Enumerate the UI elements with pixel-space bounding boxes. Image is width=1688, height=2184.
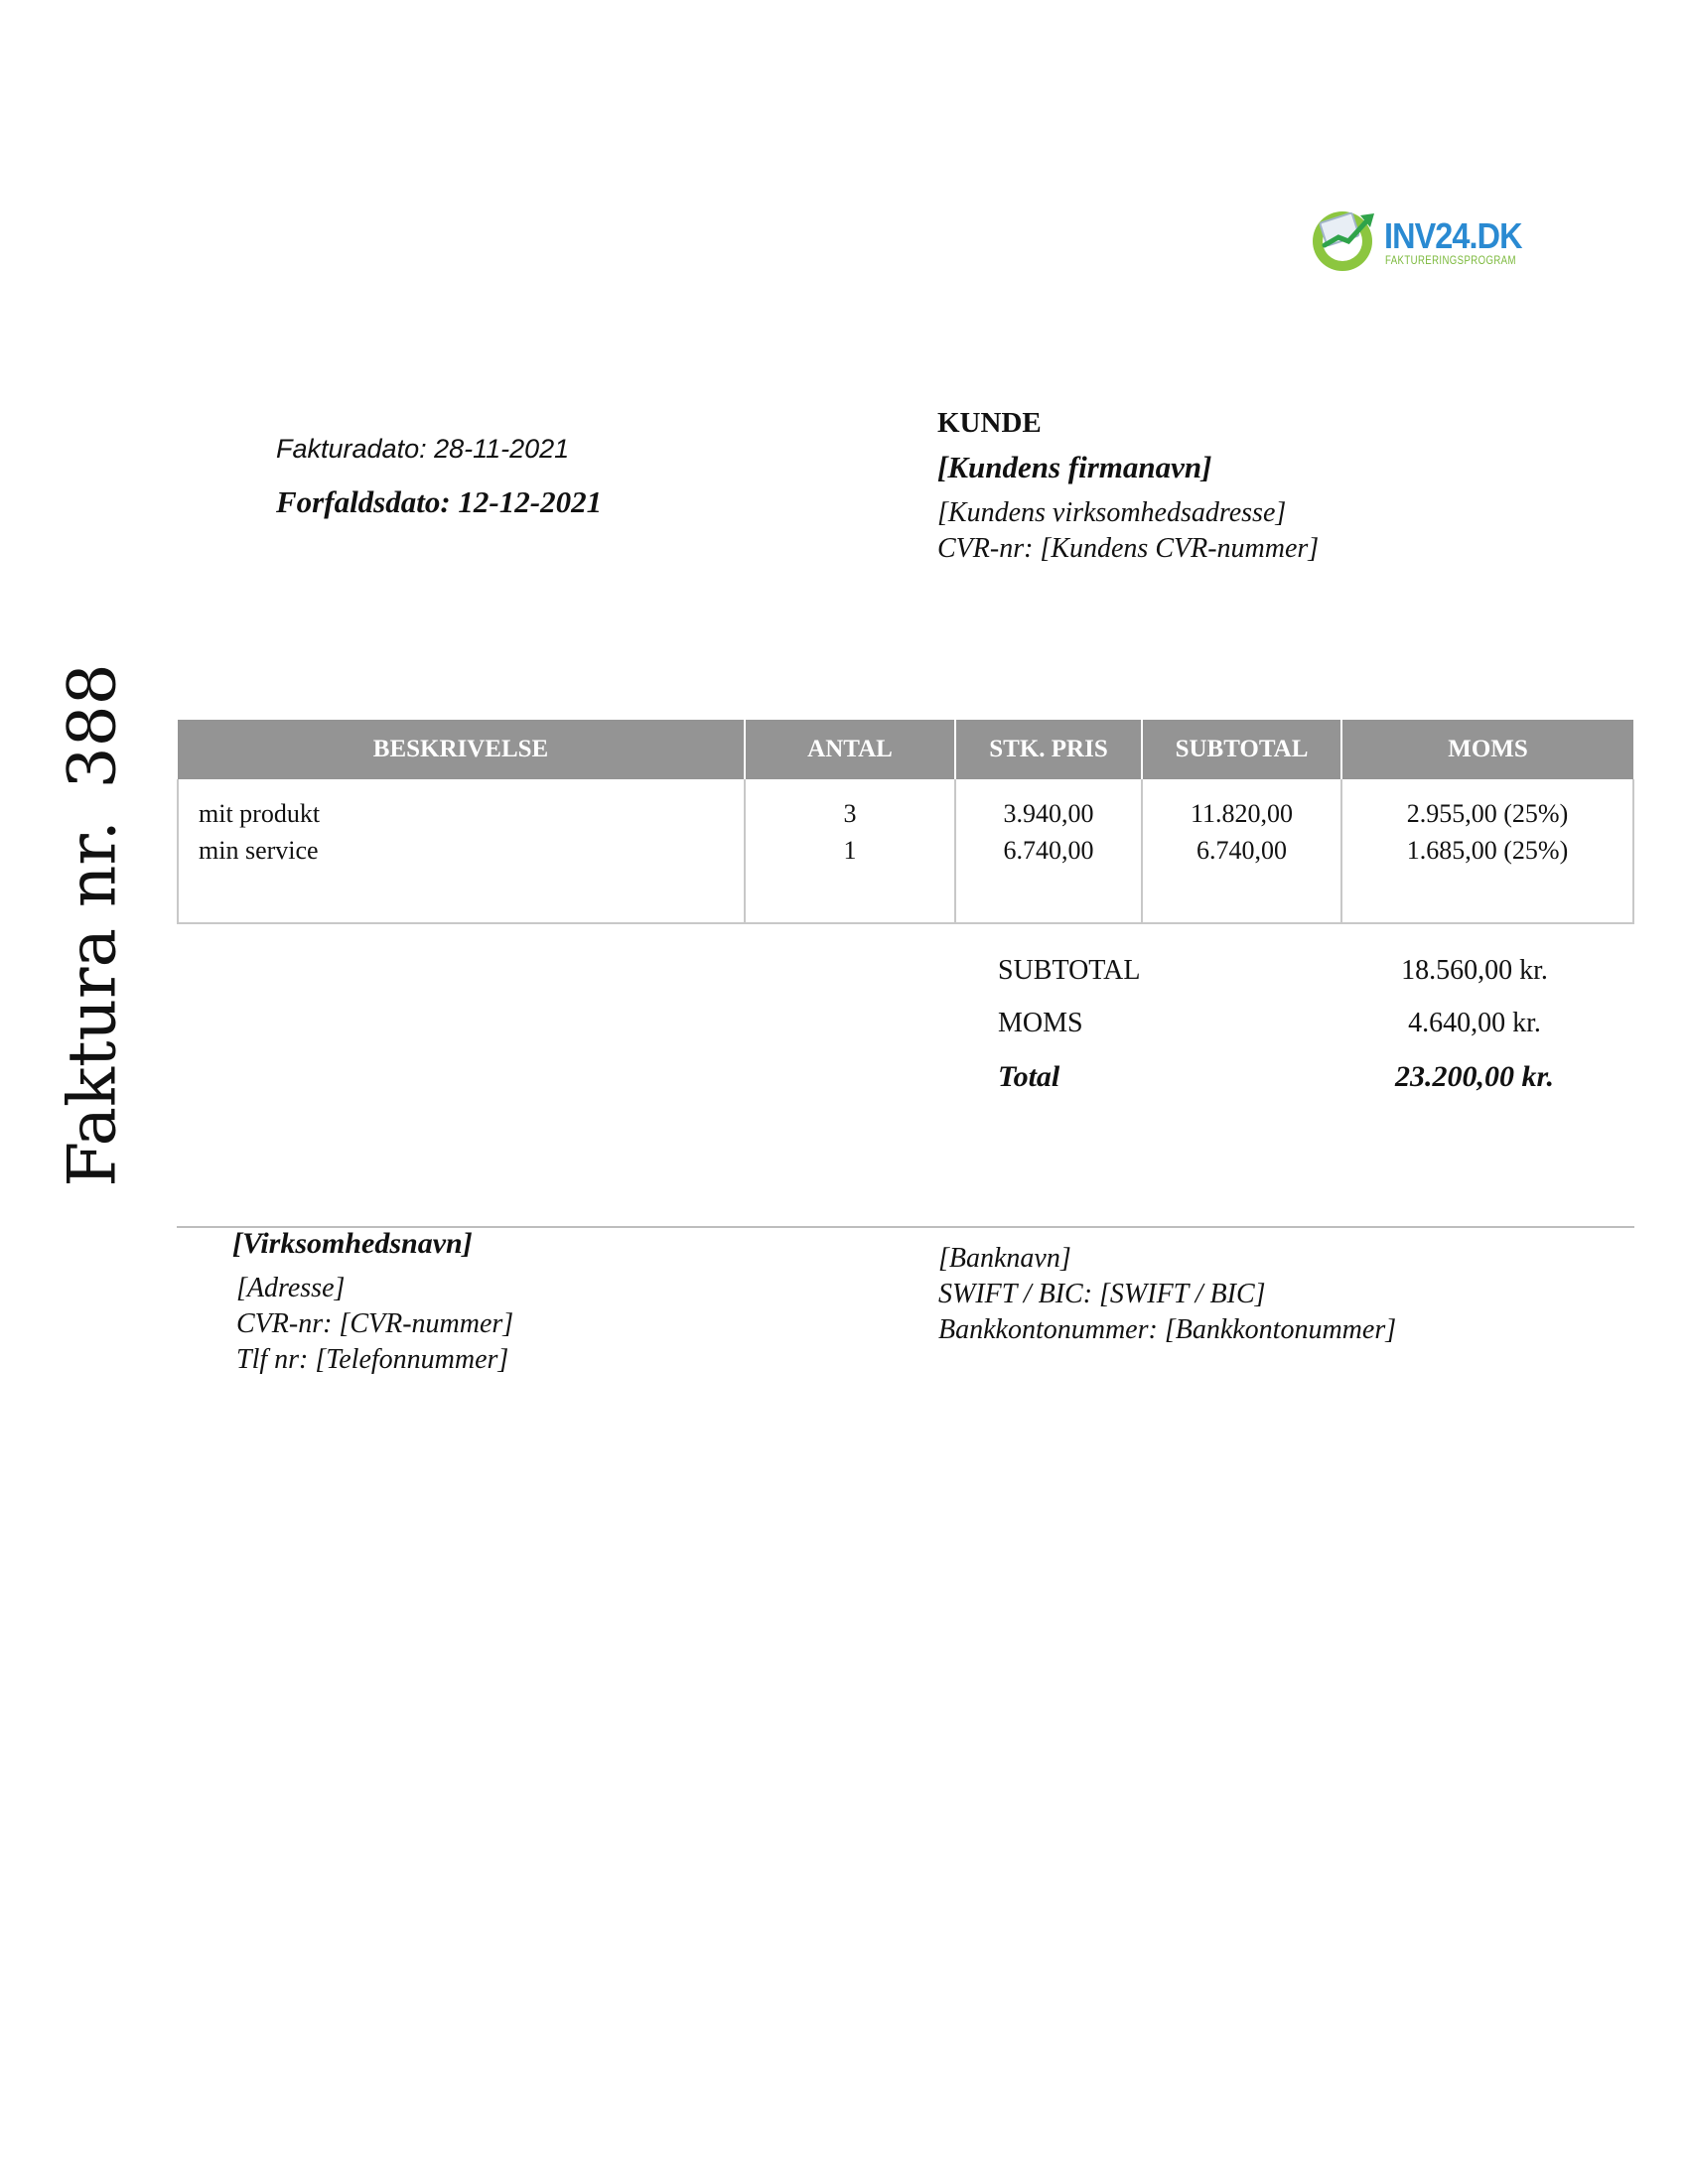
logo-badge-icon: [1309, 202, 1382, 275]
logo-name: INV24.DK: [1384, 215, 1522, 256]
item-subtotal: 6.740,00: [1196, 836, 1287, 865]
qty-cell: [745, 779, 955, 923]
item-qty: 3: [843, 799, 857, 828]
item-subtotal: 11.820,00: [1190, 799, 1294, 828]
item-description: min service: [199, 836, 319, 865]
item-vat: 1.685,00 (25%): [1406, 836, 1569, 865]
description-cell: [178, 779, 745, 923]
customer-company: [Kundens firmanavn]: [937, 450, 1212, 484]
column-header-unit-price: STK. PRIS: [955, 720, 1142, 779]
bank-account: Bankkontonummer: [Bankkontonummer]: [938, 1314, 1397, 1345]
vat-value: 4.640,00 kr.: [1408, 1008, 1541, 1038]
item-unit-price: 3.940,00: [1003, 799, 1094, 828]
invoice-dates: [276, 434, 602, 520]
company-logo: [1309, 202, 1522, 281]
table-body-row: [178, 779, 1633, 923]
sender-address: [Adresse]: [236, 1273, 346, 1303]
sender-cvr: CVR-nr: [CVR-nummer]: [236, 1308, 514, 1339]
item-unit-price: 6.740,00: [1003, 836, 1094, 865]
customer-cvr: CVR-nr: [Kundens CVR-nummer]: [937, 533, 1320, 564]
invoice-date: Fakturadato: 28-11-2021: [276, 434, 570, 464]
customer-block: [937, 407, 1319, 567]
sender-block: [232, 1227, 513, 1378]
total-value: 23.200,00 kr.: [1394, 1060, 1555, 1093]
item-vat: 2.955,00 (25%): [1406, 799, 1569, 828]
invoice-number: 388: [54, 663, 131, 789]
column-header-qty: ANTAL: [745, 720, 955, 779]
subtotal-cell: [1142, 779, 1341, 923]
vat-cell: [1341, 779, 1633, 923]
unit-price-cell: [955, 779, 1142, 923]
total-row: [998, 1060, 1584, 1113]
bank-name: [Banknavn]: [938, 1243, 1071, 1274]
invoice-title: [55, 663, 131, 1186]
totals-block: [998, 955, 1584, 1113]
customer-heading: KUNDE: [937, 407, 1042, 439]
item-qty: 1: [843, 836, 857, 865]
line-items-table: [177, 720, 1634, 924]
subtotal-row: [998, 955, 1584, 1008]
logo-tagline: FAKTURERINGSPROGRAM: [1385, 253, 1516, 267]
due-date: Forfaldsdato: 12-12-2021: [276, 484, 603, 519]
item-description: mit produkt: [199, 799, 321, 828]
column-header-vat: MOMS: [1341, 720, 1633, 779]
column-header-subtotal: SUBTOTAL: [1142, 720, 1341, 779]
subtotal-label: SUBTOTAL: [998, 955, 1141, 986]
bank-swift: SWIFT / BIC: [SWIFT / BIC]: [938, 1279, 1266, 1309]
invoice-title-label: Faktura nr.: [54, 820, 131, 1187]
total-label: Total: [998, 1060, 1060, 1093]
vat-label: MOMS: [998, 1008, 1083, 1038]
column-header-description: BESKRIVELSE: [178, 720, 745, 779]
bank-block: [938, 1241, 1396, 1348]
sender-company: [Virksomhedsnavn]: [232, 1227, 473, 1260]
customer-address: [Kundens virksomhedsadresse]: [937, 497, 1287, 528]
sender-phone: Tlf nr: [Telefonnummer]: [236, 1344, 509, 1375]
table-header-row: [178, 720, 1633, 779]
subtotal-value: 18.560,00 kr.: [1401, 955, 1548, 986]
vat-row: [998, 1008, 1584, 1060]
